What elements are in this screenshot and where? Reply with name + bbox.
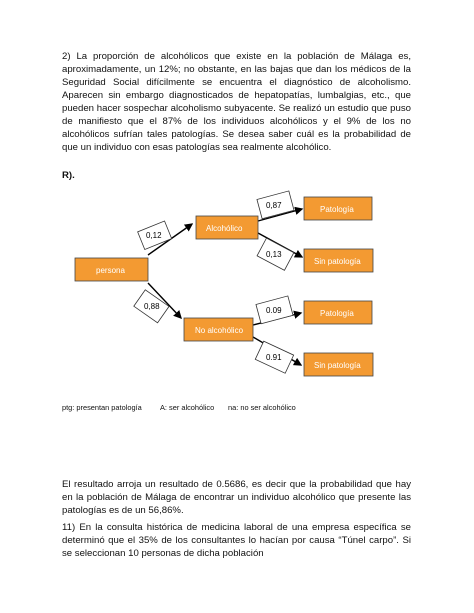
node-sin-patologia-a-label: Sin patología	[314, 257, 361, 266]
node-sin-patologia-na-label: Sin patología	[314, 361, 361, 370]
prob-ptg-given-na: 0.09	[266, 306, 282, 315]
node-patologia-a	[304, 197, 372, 220]
node-persona-label: persona	[96, 266, 125, 275]
node-patologia-a-label: Patología	[320, 205, 354, 214]
legend-na: na: no ser alcohólico	[228, 403, 296, 412]
prob-box-alcoholico	[138, 221, 172, 249]
result-text: El resultado arroja un resultado de 0.5686, es decir que la probabilidad que hay en la población de Málaga de encontrar un individuo alcohólico que presente las patologías es de un 56,86%.	[62, 479, 411, 516]
problem-10-text: 2) La proporción de alcohólicos que existe en la población de Málaga es, aproximadamente, un 12%; no obstante, en las bajas que dan los médicos de la Seguridad Social difícilmente se encuentra el diagnóstico de alcoholismo. Aparecen sin embargo diagnosticados de hepatopatías, lumbalgias, etc., que pueden hacer sospechar alcoholismo subyacente. Se realizó un estudio que puso de manifiesto que el 87% de los individuos alcohólicos y el 9% de los no alcohólicos sufrían tales patologías. Se desea saber cuál es la probabilidad de que un individuo con esas patologías sea realmente alcohólico.	[62, 51, 411, 153]
legend-ptg: ptg: presentan patología	[62, 403, 142, 412]
prob-noptg-given-na: 0.91	[266, 353, 282, 362]
prob-no-alcoholico: 0,88	[144, 302, 160, 311]
prob-box-ptg-given-a	[257, 191, 294, 219]
legend-a: A: ser alcohólico	[160, 403, 215, 412]
prob-box-no-alcoholico	[134, 290, 169, 323]
node-persona	[75, 258, 148, 281]
node-no-alcoholico	[184, 318, 253, 341]
node-patologia-na	[304, 301, 372, 324]
answer-label: R).	[62, 170, 75, 181]
prob-ptg-given-a: 0,87	[266, 201, 282, 210]
prob-box-noptg-given-na	[255, 341, 293, 373]
problem-11-text: 11) En la consulta histórica de medicina laboral de una empresa específica se determinó que el 35% de los consultantes lo hacían por causa “Túnel carpo”. Si se seleccionan 10 personas de dicha población	[62, 522, 411, 559]
prob-noptg-given-a: 0,13	[266, 250, 282, 259]
probability-tree-diagram	[0, 185, 474, 390]
prob-box-noptg-given-a	[257, 238, 294, 270]
node-patologia-na-label: Patología	[320, 309, 354, 318]
node-sin-patologia-a	[304, 249, 373, 272]
prob-alcoholico: 0,12	[146, 231, 162, 240]
node-alcoholico	[196, 216, 258, 239]
node-sin-patologia-na	[304, 353, 373, 376]
node-alcoholico-label: Alcohólico	[206, 224, 243, 233]
node-no-alcoholico-label: No alcohólico	[195, 326, 244, 335]
prob-box-ptg-given-na	[256, 296, 293, 324]
